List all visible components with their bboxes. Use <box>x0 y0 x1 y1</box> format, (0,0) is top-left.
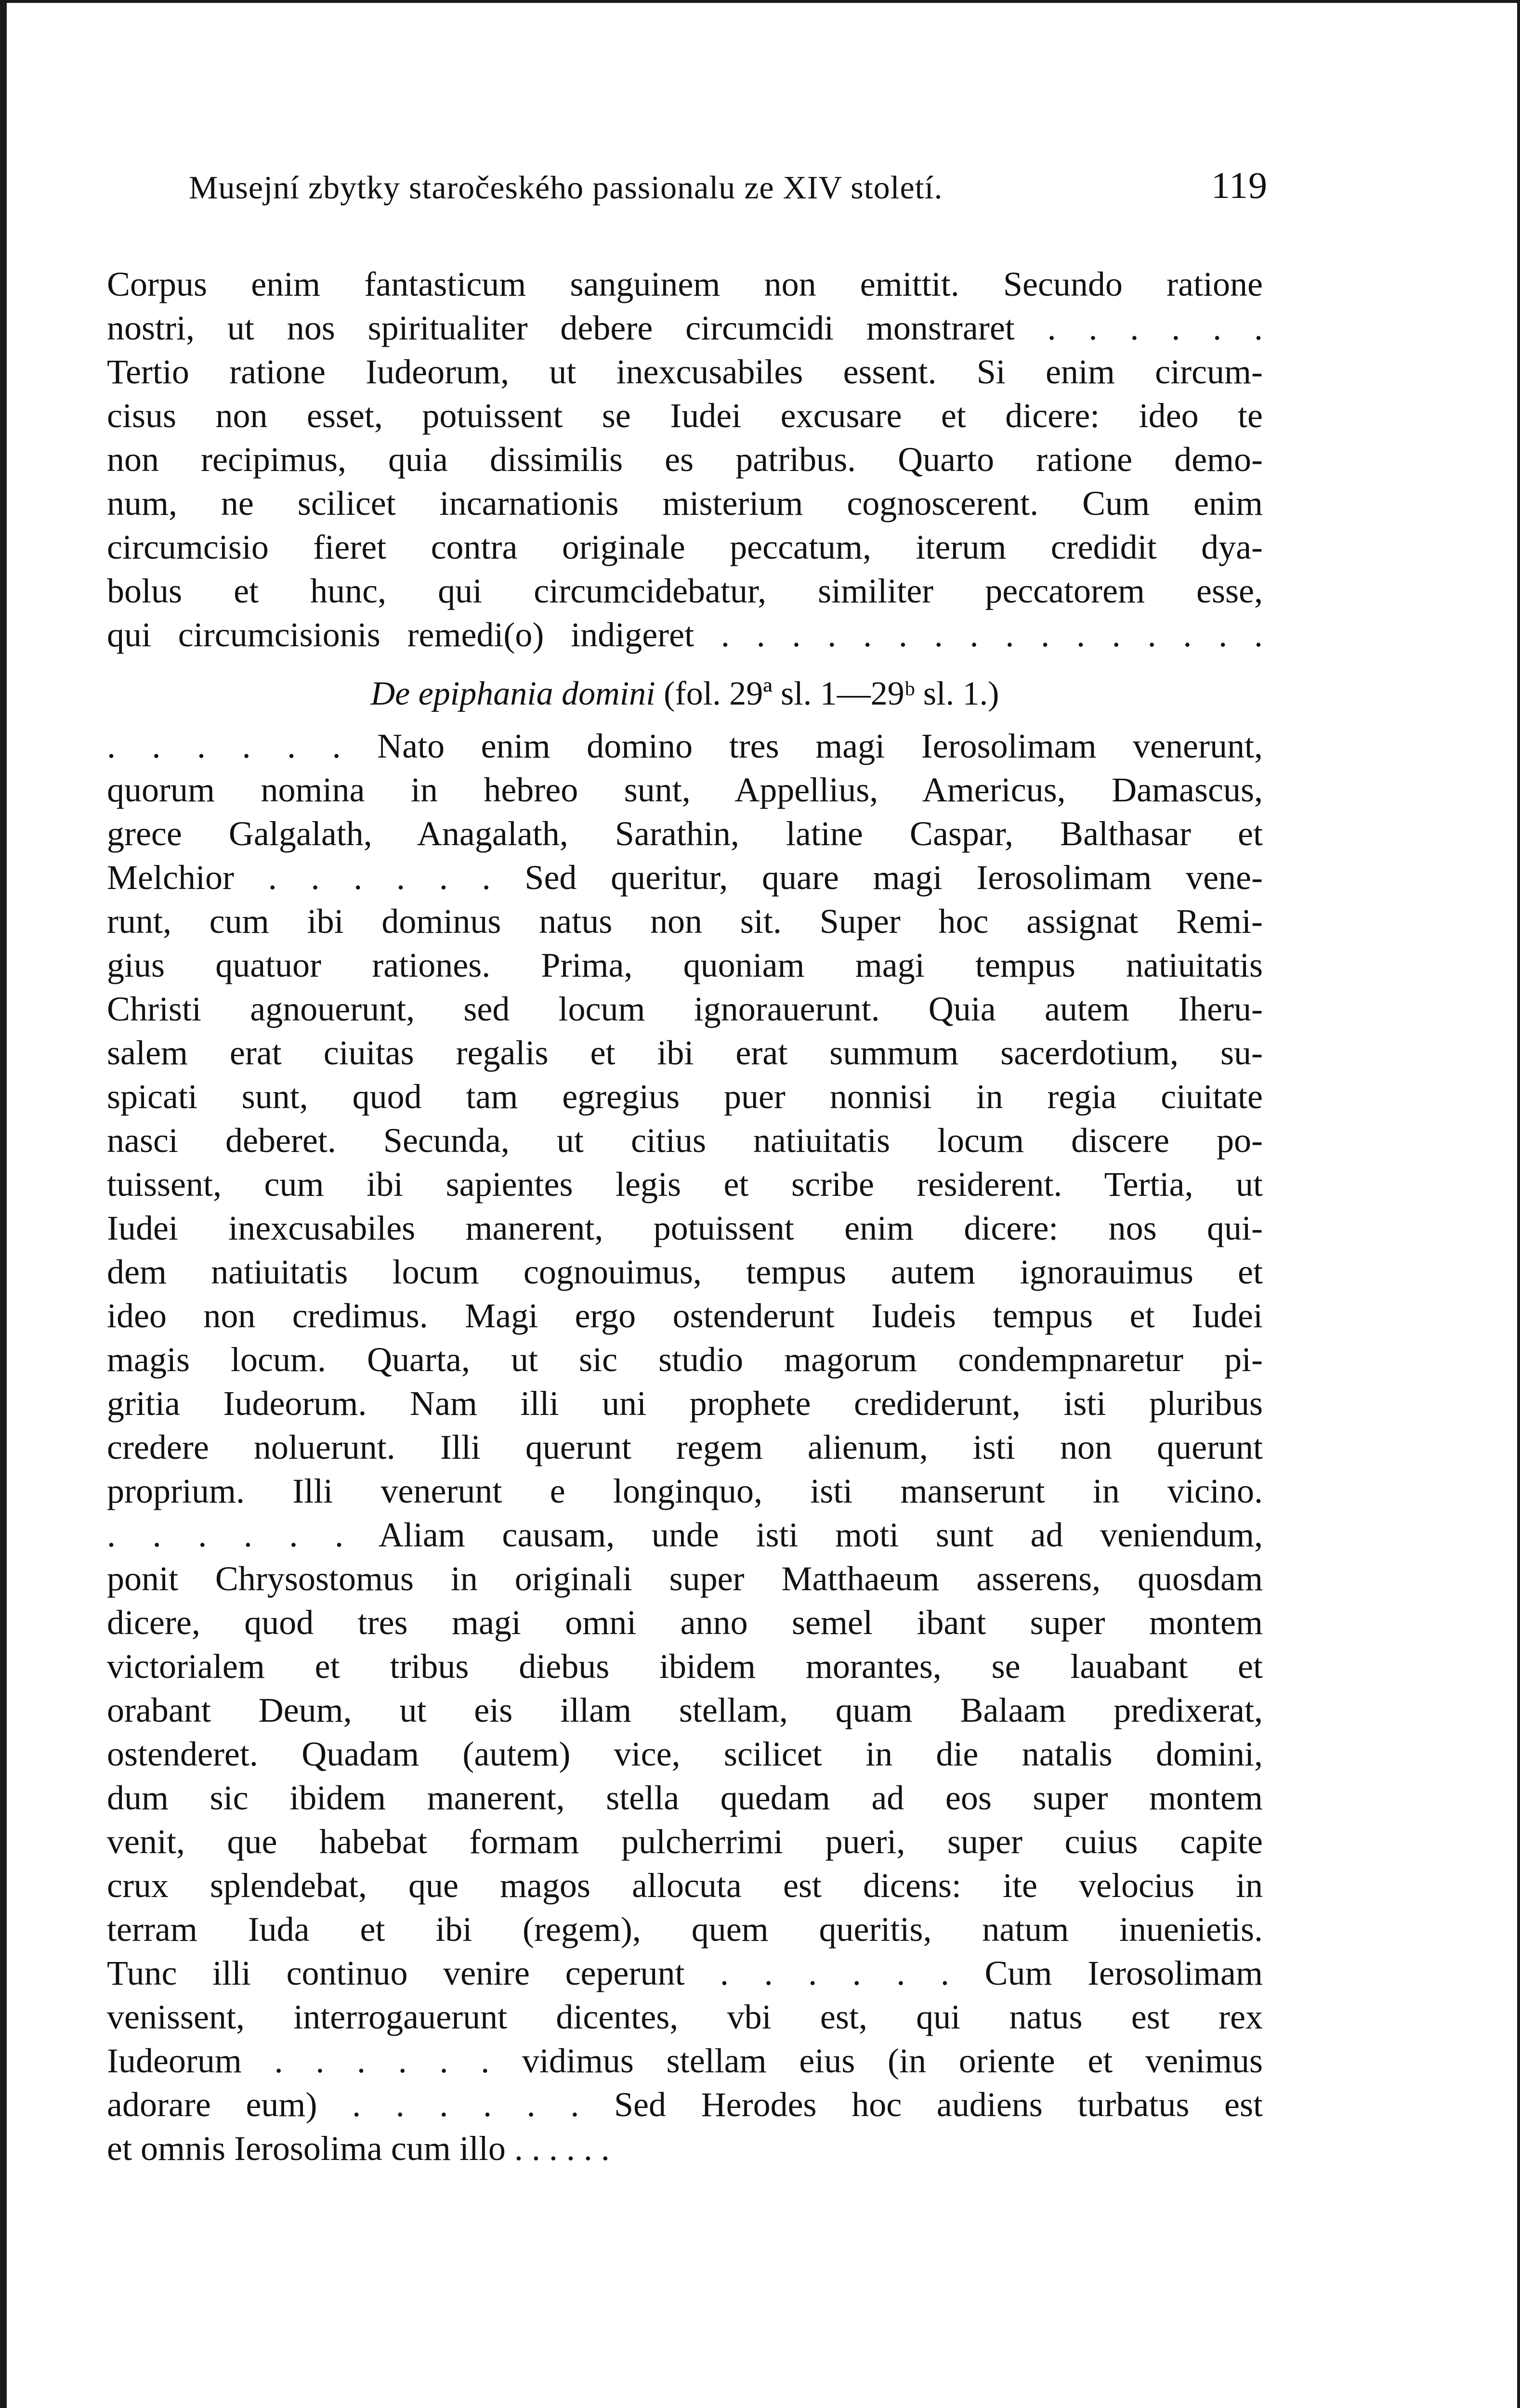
text-line: Corpus enim fantasticum sanguinem non emittit. Secundo ratione <box>107 265 1263 303</box>
text-line: Iudeorum . . . . . . vidimus stellam eius (in oriente et venimus <box>107 2042 1263 2080</box>
text-line: venit, que habebat formam pulcherrimi pueri, super cuius capite <box>107 1822 1263 1861</box>
text-line: cisus non esset, potuissent se Iudei excusare et dicere: ideo te <box>107 396 1263 435</box>
body-text <box>107 262 1263 2171</box>
text-line: tuissent, cum ibi sapientes legis et scribe residerent. Tertia, ut <box>107 1165 1263 1204</box>
text-line: non recipimus, quia dissimilis es patribus. Quarto ratione demo- <box>107 440 1263 479</box>
text-line: ostenderet. Quadam (autem) vice, scilicet in die natalis domini, <box>107 1735 1263 1773</box>
text-line: credere noluerunt. Illi querunt regem alienum, isti non querunt <box>107 1428 1263 1466</box>
running-head <box>189 164 1268 217</box>
text-line: quorum nomina in hebreo sunt, Appellius, Americus, Damascus, <box>107 771 1263 809</box>
text-line: orabant Deum, ut eis illam stellam, quam Balaam predixerat, <box>107 1691 1263 1729</box>
text-line: . . . . . . Nato enim domino tres magi Ierosolimam venerunt, <box>107 727 1263 765</box>
text-line: Tertio ratione Iudeorum, ut inexcusabiles essent. Si enim circum- <box>107 353 1263 391</box>
text-line: dicere, quod tres magi omni anno semel ibant super montem <box>107 1603 1263 1642</box>
text-line: ideo non credimus. Magi ergo ostenderunt Iudeis tempus et Iudei <box>107 1296 1263 1335</box>
text-line: terram Iuda et ibi (regem), quem queritis, natum inuenietis. <box>107 1910 1263 1949</box>
text-line: ponit Chrysostomus in originali super Matthaeum asserens, quosdam <box>107 1559 1263 1598</box>
text-line: circumcisio fieret contra originale peccatum, iterum credidit dya- <box>107 528 1263 566</box>
text-line: nostri, ut nos spiritualiter debere circumcidi monstraret . . . . . . <box>107 309 1263 347</box>
running-head-title: Musejní zbytky staročeského passionalu ze XIV století. <box>189 169 943 206</box>
text-line: crux splendebat, que magos allocuta est dicens: ite velocius in <box>107 1866 1263 1905</box>
text-line: gritia Iudeorum. Nam illi uni prophete crediderunt, isti pluribus <box>107 1384 1263 1423</box>
text-line: dem natiuitatis locum cognouimus, tempus autem ignorauimus et <box>107 1253 1263 1291</box>
text-line: runt, cum ibi dominus natus non sit. Super hoc assignat Remi- <box>107 902 1263 941</box>
section-title: De epiphania domini <box>370 675 655 712</box>
page-number: 119 <box>1211 164 1268 206</box>
text-line: adorare eum) . . . . . . Sed Herodes hoc audiens turbatus est <box>107 2085 1263 2124</box>
text-line: bolus et hunc, qui circumcidebatur, similiter peccatorem esse, <box>107 572 1263 610</box>
section-reference: (fol. 29ª sl. 1—29ᵇ sl. 1.) <box>664 675 999 712</box>
text-line: dum sic ibidem manerent, stella quedam ad eos super montem <box>107 1779 1263 1817</box>
text-line: num, ne scilicet incarnationis misterium cognoscerent. Cum enim <box>107 484 1263 523</box>
text-line: nasci deberet. Secunda, ut citius natiuitatis locum discere po- <box>107 1121 1263 1160</box>
text-line: grece Galgalath, Anagalath, Sarathin, latine Caspar, Balthasar et <box>107 814 1263 853</box>
text-line: magis locum. Quarta, ut sic studio magorum condempnaretur pi- <box>107 1340 1263 1379</box>
text-line: qui circumcisionis remedi(o) indigeret . . . . . . . . . . . . . . . . <box>107 615 1263 654</box>
text-line: . . . . . . Aliam causam, unde isti moti sunt ad veniendum, <box>107 1516 1263 1554</box>
text-line: venissent, interrogauerunt dicentes, vbi est, qui natus est rex <box>107 1998 1263 2036</box>
text-line: victorialem et tribus diebus ibidem morantes, se lauabant et <box>107 1647 1263 1686</box>
section-heading <box>107 664 1263 721</box>
text-line: proprium. Illi venerunt e longinquo, isti manserunt in vicino. <box>107 1472 1263 1510</box>
text-line: Melchior . . . . . . Sed queritur, quare magi Ierosolimam vene- <box>107 858 1263 897</box>
text-line: salem erat ciuitas regalis et ibi erat summum sacerdotium, su- <box>107 1034 1263 1072</box>
text-line: Iudei inexcusabiles manerent, potuissent enim dicere: nos qui- <box>107 1209 1263 1247</box>
text-line: spicati sunt, quod tam egregius puer nonnisi in regia ciuitate <box>107 1077 1263 1116</box>
text-line: Tunc illi continuo venire ceperunt . . . . . . Cum Ierosolimam <box>107 1954 1263 1992</box>
text-line: gius quatuor rationes. Prima, quoniam magi tempus natiuitatis <box>107 946 1263 984</box>
text-line: et omnis Ierosolima cum illo . . . . . . <box>107 2129 610 2168</box>
text-line: Christi agnouerunt, sed locum ignorauerunt. Quia autem Iheru- <box>107 990 1263 1028</box>
